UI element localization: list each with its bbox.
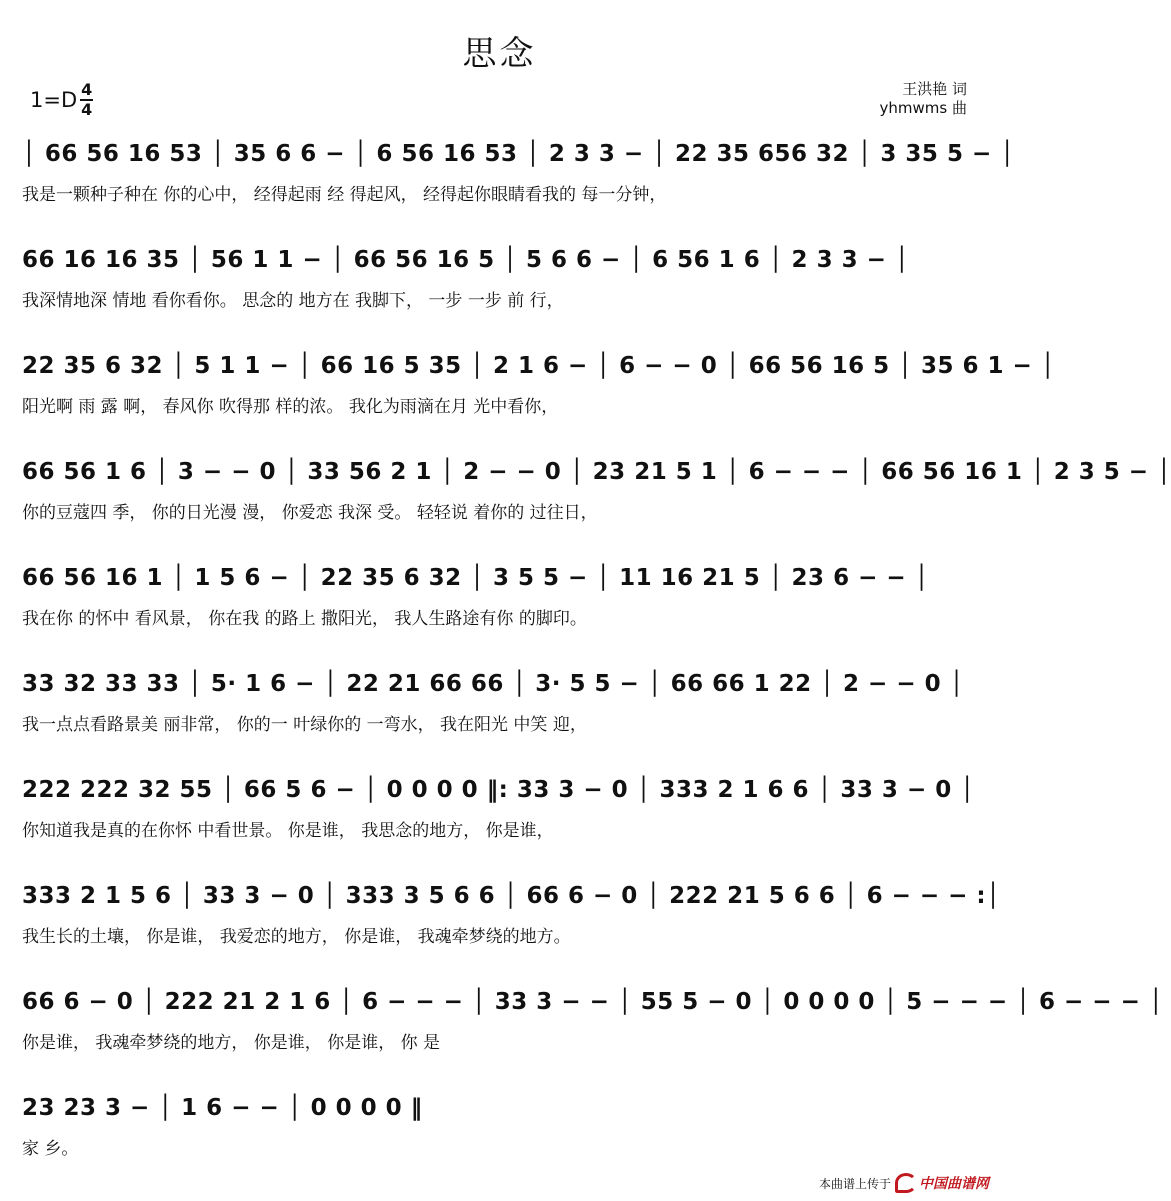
notation-line: 33 32 33 33 │ 5· 1 6 − │ 22 21 66 66 │ 3· 5 5 − │ 66 66 1 22 │ 2 − − 0 │ [22, 671, 964, 697]
lyric-line: 你是谁， 我魂牵梦绕的地方， 你是谁， 你是谁， 你 是 [22, 1033, 441, 1053]
site-logo-icon [895, 1173, 917, 1193]
lyricist: 王洪艳 词 [902, 80, 967, 98]
key-signature [30, 82, 93, 118]
notation-line: │ 66 56 16 53 │ 35 6 6 − │ 6 56 16 53 │ 2 3 3 − │ 22 35 656 32 │ 3 35 5 − │ [22, 141, 1015, 167]
lyric-line: 你知道我是真的在你怀 中看世景。 你是谁， 我思念的地方， 你是谁， [22, 821, 554, 841]
lyric-line: 我在你 的怀中 看风景， 你在我 的路上 撒阳光， 我人生路途有你 的脚印。 [22, 609, 587, 629]
lyric-line: 阳光啊 雨 露 啊， 春风你 吹得那 样的浓。 我化为雨滴在月 光中看你， [22, 397, 559, 417]
composer: yhmwms 曲 [879, 99, 967, 117]
lyric-line: 我是一颗种子种在 你的心中， 经得起雨 经 得起风， 经得起你眼睛看我的 每一分钟， [22, 185, 667, 205]
notation-line: 333 2 1 5 6 │ 33 3 − 0 │ 333 3 5 6 6 │ 66 6 − 0 │ 222 21 5 6 6 │ 6 − − − :│ [22, 883, 1001, 909]
notation-line: 66 16 16 35 │ 56 1 1 − │ 66 56 16 5 │ 5 6 6 − │ 6 56 1 6 │ 2 3 3 − │ [22, 247, 910, 273]
lyric-line: 你的豆蔻四 季， 你的日光漫 漫， 你爱恋 我深 受。 轻轻说 着你的 过往日， [22, 503, 598, 523]
lyric-line: 我生长的土壤， 你是谁， 我爱恋的地方， 你是谁， 我魂牵梦绕的地方。 [22, 927, 571, 947]
site-logo[interactable] [895, 1173, 989, 1193]
notation-line: 66 56 1 6 │ 3 − − 0 │ 33 56 2 1 │ 2 − − 0 │ 23 21 5 1 │ 6 − − − │ 66 56 16 1 │ 2 3 5 − │ [22, 459, 1171, 485]
notation-line: 222 222 32 55 │ 66 5 6 − │ 0 0 0 0 ‖: 33 3 − 0 │ 333 2 1 6 6 │ 33 3 − 0 │ [22, 777, 975, 803]
notation-line: 66 56 16 1 │ 1 5 6 − │ 22 35 6 32 │ 3 5 5 − │ 11 16 21 5 │ 23 6 − − │ [22, 565, 929, 591]
notation-line: 23 23 3 − │ 1 6 − − │ 0 0 0 0 ‖ [22, 1095, 423, 1121]
notation-line: 22 35 6 32 │ 5 1 1 − │ 66 16 5 35 │ 2 1 6 − │ 6 − − 0 │ 66 56 16 5 │ 35 6 1 − │ [22, 353, 1056, 379]
lyric-line: 我深情地深 情地 看你看你。 思念的 地方在 我脚下， 一步 一步 前 行， [22, 291, 564, 311]
upload-note: 本曲谱上传于 [818, 1176, 891, 1191]
site-logo-text: 中国曲谱网 [919, 1176, 989, 1192]
time-signature [80, 82, 93, 118]
lyric-line: 我一点点看路景美 丽非常， 你的一 叶绿你的 一弯水， 我在阳光 中笑 迎， [22, 715, 587, 735]
time-signature-unit: 4 [81, 100, 93, 119]
credits [880, 80, 967, 118]
key-label: 1=D [30, 88, 78, 112]
lyric-line: 家 乡。 [22, 1139, 79, 1159]
notation-line: 66 6 − 0 │ 222 21 2 1 6 │ 6 − − − │ 33 3 − − │ 55 5 − 0 │ 0 0 0 0 │ 5 − − − │ 6 − − − │ [22, 989, 1164, 1015]
score-title: 思念 [462, 34, 537, 74]
site-footer [819, 1173, 989, 1193]
time-signature-beats: 4 [81, 80, 93, 99]
